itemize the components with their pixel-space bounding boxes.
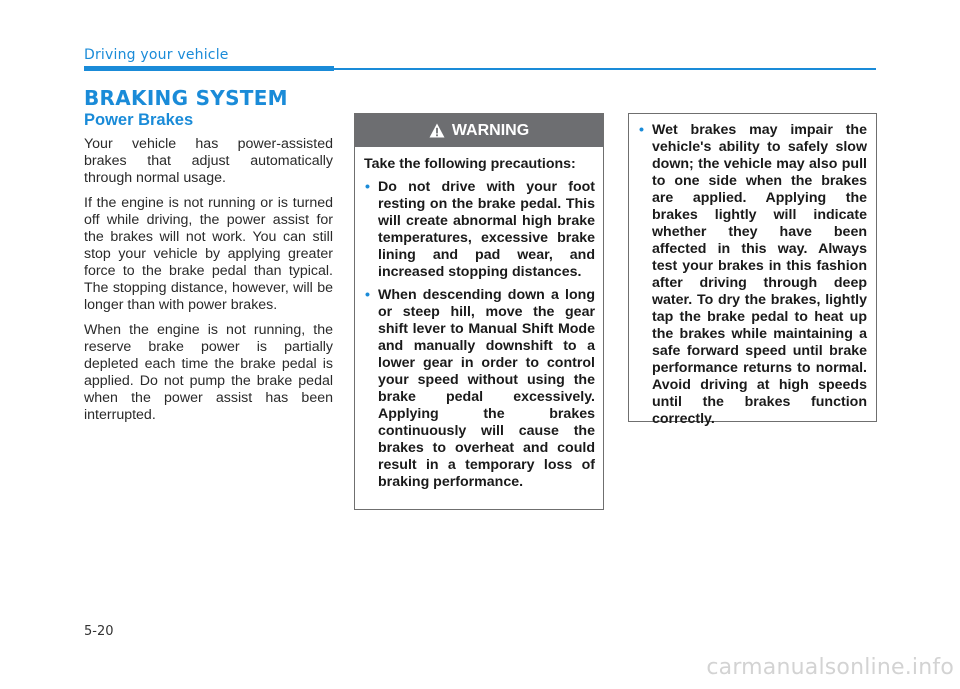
continuation-bullet-list bbox=[638, 122, 867, 428]
warning-bullet-text: When descending down a long or steep hill, move the gear shift lever to Manual Shift Mode and manually downshift to a lower gear in order to control your speed without using the brake pedal excessively. Applying the brakes continuously will cause the brakes to overheat and could result in a temporary loss of braking performance. bbox=[378, 287, 595, 490]
warning-title: WARNING bbox=[451, 121, 530, 139]
header-rule-thick bbox=[84, 66, 334, 71]
bullet-dot: • bbox=[365, 179, 370, 195]
page-number: 5-20 bbox=[84, 624, 114, 639]
warning-bullet-text: Do not drive with your foot resting on the brake pedal. This will create abnormal high brake temperatures, excessive brake lining and pad wear, and increased stopping distances. bbox=[378, 179, 595, 280]
warning-bullet-list bbox=[364, 179, 595, 491]
subsection-title: Power Brakes bbox=[84, 111, 194, 129]
bullet-dot: • bbox=[639, 122, 644, 138]
header-rule-thin bbox=[334, 68, 876, 70]
warning-body bbox=[355, 147, 603, 491]
warning-continuation-box bbox=[628, 113, 877, 427]
body-column bbox=[84, 136, 333, 432]
continuation-bullet bbox=[638, 122, 867, 428]
body-paragraph: If the engine is not running or is turned off while driving, the power assist for the brakes will not work. You can still stop your vehicle by applying greater force to the brake pedal than typical. The stopping distance, however, will be longer than with power brakes. bbox=[84, 195, 333, 313]
chapter-title: BRAKING SYSTEM bbox=[84, 86, 288, 110]
warning-intro: Take the following precautions: bbox=[364, 156, 576, 172]
continuation-bullet-text: Wet brakes may impair the vehicle's ability to safely slow down; the vehicle may also pull to one side when the brakes are applied. Applying the brakes lightly will indicate whether they have been affected in this way. Always test your brakes in this fashion after driving through deep water. To dry the brakes, lightly tap the brake pedal to heat up the brakes while maintaining a safe forward speed until brake performance returns to normal. Avoid driving at high speeds until the brakes function correctly. bbox=[652, 122, 867, 427]
warning-bullet bbox=[364, 287, 595, 491]
bullet-dot: • bbox=[365, 287, 370, 303]
warning-triangle-icon bbox=[429, 123, 445, 138]
warning-header bbox=[355, 114, 603, 147]
warning-bullet bbox=[364, 179, 595, 281]
warning-box bbox=[354, 113, 604, 510]
section-label: Driving your vehicle bbox=[84, 47, 229, 63]
body-paragraph: Your vehicle has power-assisted brakes that adjust automatically through normal usage. bbox=[84, 136, 333, 186]
watermark: carmanualsonline.info bbox=[706, 655, 954, 680]
body-paragraph: When the engine is not running, the reserve brake power is partially depleted each time the brake pedal is applied. Do not pump the brake pedal when the power assist has been interrupted. bbox=[84, 322, 333, 423]
